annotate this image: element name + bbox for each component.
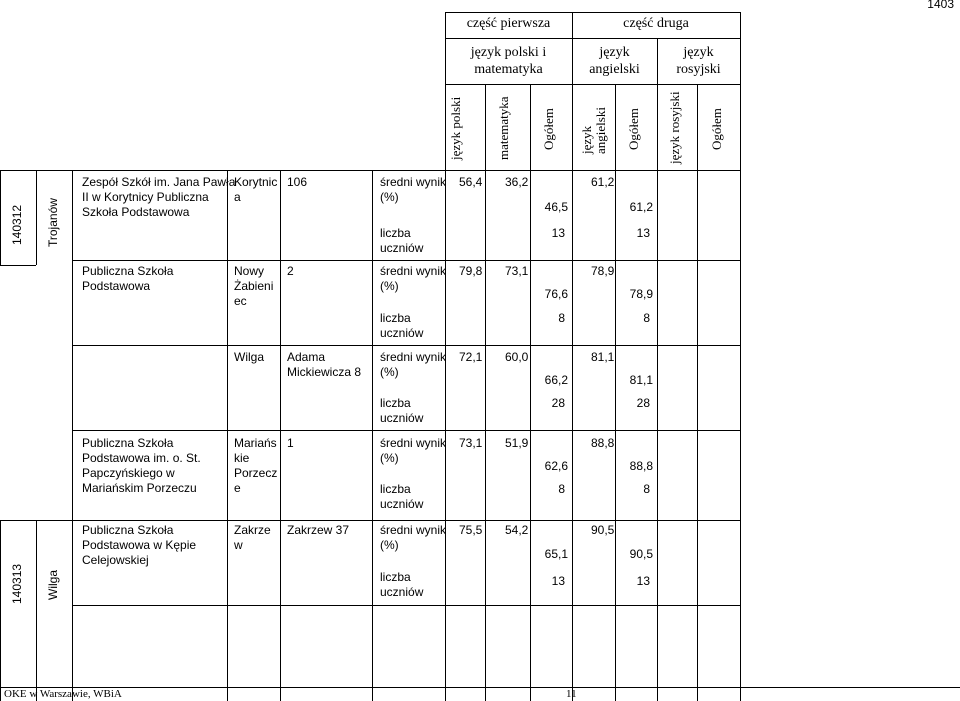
score-total2: 90,5 xyxy=(629,547,653,561)
count-label: liczba uczniów xyxy=(380,226,424,255)
score-total2: 78,9 xyxy=(629,287,653,301)
count-total2: 28 xyxy=(636,396,650,410)
district-name-1: Trojanów xyxy=(46,198,60,247)
district-code-2: 140313 xyxy=(10,563,24,604)
school-address: 1 xyxy=(287,436,294,450)
score-english: 61,2 xyxy=(591,175,615,189)
school-town: Wilga xyxy=(234,350,265,364)
score-math: 73,1 xyxy=(505,264,529,278)
avg-label: średni wynik (%) xyxy=(380,523,447,552)
score-english: 90,5 xyxy=(591,523,615,537)
district-name-2: Wilga xyxy=(46,569,60,600)
score-total1: 66,2 xyxy=(544,373,568,387)
school-address: 106 xyxy=(287,175,308,189)
school-town: Zakrze w xyxy=(234,523,271,552)
score-math: 36,2 xyxy=(505,175,529,189)
score-math: 51,9 xyxy=(505,436,529,450)
col-russian: język rosyjski xyxy=(667,91,682,164)
count-total2: 13 xyxy=(636,226,650,240)
score-total2: 81,1 xyxy=(629,373,653,387)
school-town: Nowy Żabieni ec xyxy=(234,264,274,308)
part1-header: część pierwsza xyxy=(466,16,551,31)
score-polish: 73,1 xyxy=(459,436,483,450)
school-name: Publiczna Szkoła Podstawowa im. o. St. Papczyńskiego w Mariańskim Porzeczu xyxy=(82,436,201,495)
score-polish: 75,5 xyxy=(459,523,483,537)
count-total2: 8 xyxy=(643,311,650,325)
footer-publisher: OKE w Warszawie, WBiA xyxy=(4,688,122,700)
col-total3: Ogółem xyxy=(709,108,724,150)
school-address: Adama Mickiewicza 8 xyxy=(287,350,362,379)
school-address: Zakrzew 37 xyxy=(287,523,350,537)
count-label: liczba uczniów xyxy=(380,482,424,511)
footer-page-number: 11 xyxy=(566,688,577,700)
count-total1: 13 xyxy=(551,226,565,240)
count-total1: 8 xyxy=(558,482,565,496)
score-english: 88,8 xyxy=(591,436,615,450)
score-polish: 72,1 xyxy=(459,350,483,364)
score-english: 78,9 xyxy=(591,264,615,278)
score-english: 81,1 xyxy=(591,350,615,364)
part2-header: część druga xyxy=(623,16,689,31)
score-total1: 76,6 xyxy=(544,287,568,301)
count-total1: 28 xyxy=(551,396,565,410)
score-math: 60,0 xyxy=(505,350,529,364)
col-polish: język polski xyxy=(448,96,463,160)
score-total2: 61,2 xyxy=(629,200,653,214)
count-total1: 13 xyxy=(551,574,565,588)
page-number: 1403 xyxy=(927,0,954,11)
school-name: Zespół Szkół im. Jana Pawła II w Korytnicy Publiczna Szkoła Podstawowa xyxy=(82,175,236,219)
count-total2: 8 xyxy=(643,482,650,496)
school-name: Publiczna Szkoła Podstawowa w Kępie Celejowskiej xyxy=(82,523,197,567)
count-label: liczba uczniów xyxy=(380,570,424,599)
score-total1: 46,5 xyxy=(544,200,568,214)
school-address: 2 xyxy=(287,264,294,278)
school-town: Korytnic a xyxy=(234,175,278,204)
col-total1: Ogółem xyxy=(541,108,556,150)
group-polish-math: język polski i matematyka xyxy=(470,45,547,77)
col-math: matematyka xyxy=(496,96,511,160)
avg-label: średni wynik (%) xyxy=(380,350,447,379)
score-total1: 65,1 xyxy=(544,547,568,561)
group-russian: język rosyjski xyxy=(676,45,721,77)
school-town: Mariańs kie Porzecz e xyxy=(234,436,278,495)
avg-label: średni wynik (%) xyxy=(380,436,447,465)
score-total2: 88,8 xyxy=(629,459,653,473)
school-name: Publiczna Szkoła Podstawowa xyxy=(82,264,174,293)
score-total1: 62,6 xyxy=(544,459,568,473)
count-label: liczba uczniów xyxy=(380,396,424,425)
col-english: język angielski xyxy=(579,107,608,154)
score-polish: 56,4 xyxy=(459,175,483,189)
score-math: 54,2 xyxy=(505,523,529,537)
group-english: język angielski xyxy=(589,45,640,77)
avg-label: średni wynik (%) xyxy=(380,175,447,204)
count-total2: 13 xyxy=(636,574,650,588)
col-total2: Ogółem xyxy=(626,108,641,150)
score-polish: 79,8 xyxy=(459,264,483,278)
avg-label: średni wynik (%) xyxy=(380,264,447,293)
count-label: liczba uczniów xyxy=(380,311,424,340)
count-total1: 8 xyxy=(558,311,565,325)
district-code-1: 140312 xyxy=(10,204,24,245)
